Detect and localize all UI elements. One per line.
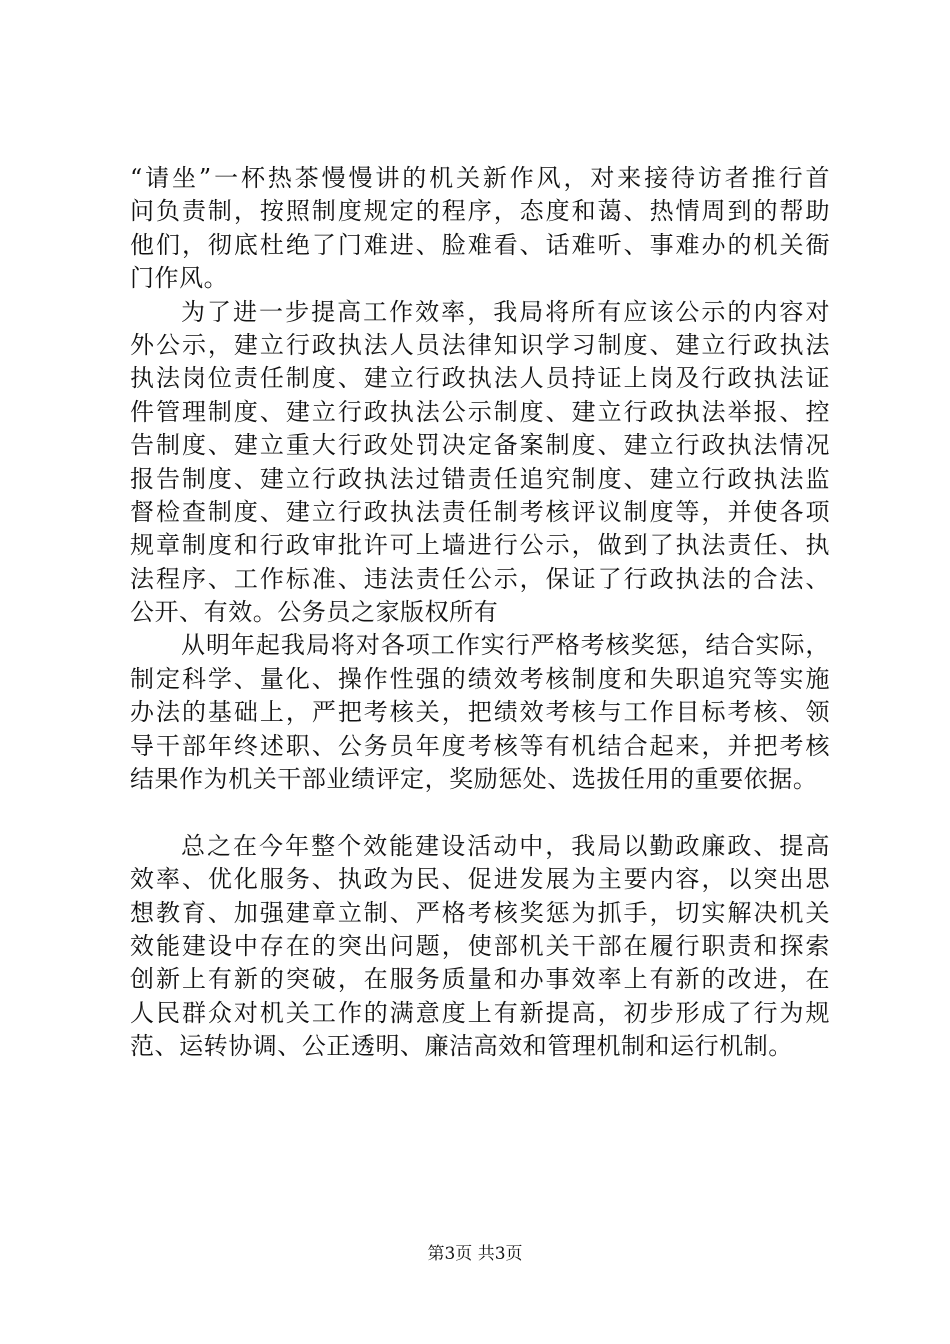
text-line: 外公示，建立行政执法人员法律知识学习制度、建立行政执法 [130, 330, 830, 359]
text-line: 告制度、建立重大行政处罚决定备案制度、建立行政执法情况 [130, 431, 830, 460]
paragraph-gap [130, 796, 830, 829]
text-line: 结果作为机关干部业绩评定，奖励惩处、选拔任用的重要依据。 [130, 765, 818, 794]
text-line: 范、运转协调、公正透明、廉洁高效和管理机制和运行机制。 [130, 1032, 793, 1061]
text-line: 人民群众对机关工作的满意度上有新提高，初步形成了行为规 [130, 998, 830, 1027]
text-line: 从明年起我局将对各项工作实行严格考核奖惩，结合实际， [181, 631, 830, 660]
text-line: 制定科学、量化、操作性强的绩效考核制度和失职追究等实施 [130, 664, 830, 693]
text-line: 他们，彻底杜绝了门难进、脸难看、话难听、事难办的机关衙 [130, 230, 830, 259]
text-line: 督检查制度、建立行政执法责任制考核评议制度等，并使各项 [130, 497, 830, 526]
text-line: 门作风。 [130, 264, 229, 293]
text-line: 为了进一步提高工作效率，我局将所有应该公示的内容对 [181, 297, 830, 326]
text-line: 执法岗位责任制度、建立行政执法人员持证上岗及行政执法证 [130, 364, 830, 393]
text-line: 想教育、加强建章立制、严格考核奖惩为抓手，切实解决机关 [130, 898, 830, 927]
text-line: 法程序、工作标准、违法责任公示，保证了行政执法的合法、 [130, 564, 830, 593]
page-footer [0, 1244, 950, 1264]
text-line: 导干部年终述职、公务员年度考核等有机结合起来，并把考核 [130, 731, 830, 760]
text-line: 件管理制度、建立行政执法公示制度、建立行政执法举报、控 [130, 397, 830, 426]
text-line: 效率、优化服务、执政为民、促进发展为主要内容，以突出思 [130, 865, 830, 894]
text-line: 效能建设中存在的突出问题，使部机关干部在履行职责和探索 [130, 931, 830, 960]
page-number-label: 第3页 共3页 [427, 1244, 523, 1264]
text-line: 规章制度和行政审批许可上墙进行公示，做到了执法责任、执 [130, 531, 830, 560]
text-line: 总之在今年整个效能建设活动中，我局以勤政廉政、提高 [181, 831, 830, 860]
text-line: “请坐”一杯热茶慢慢讲的机关新作风，对来接待访者推行首 [130, 164, 830, 192]
text-line: 创新上有新的突破，在服务质量和办事效率上有新的改进，在 [130, 965, 830, 994]
document-body [130, 162, 830, 1064]
text-line: 办法的基础上，严把考核关，把绩效考核与工作目标考核、领 [130, 698, 830, 727]
text-line: 问负责制，按照制度规定的程序，态度和蔼、热情周到的帮助 [130, 197, 830, 226]
text-line: 公开、有效。公务员之家版权所有 [130, 598, 499, 627]
text-line: 报告制度、建立行政执法过错责任追究制度、建立行政执法监 [130, 464, 830, 493]
